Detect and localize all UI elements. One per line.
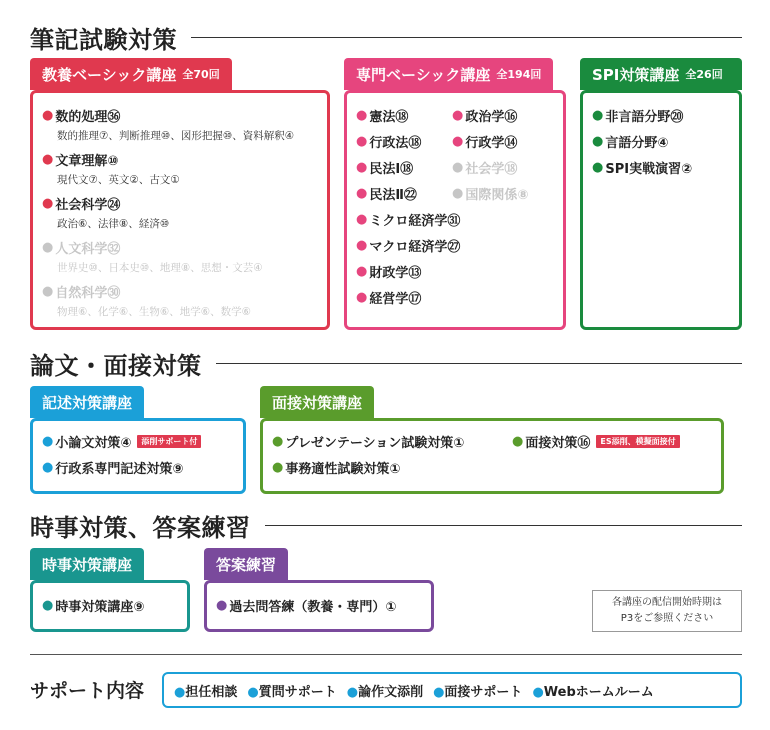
toan-tab[interactable] <box>204 548 288 580</box>
divider <box>265 525 743 526</box>
list-item: ● 数的処理㊱ <box>42 108 121 125</box>
mensetsu-title: 面接対策講座 <box>272 393 363 412</box>
section-essay-header <box>30 346 742 380</box>
jiji-tab[interactable] <box>30 548 144 580</box>
bullet-icon: ● <box>452 160 464 175</box>
bullet-icon: ● <box>272 434 284 449</box>
list-item-inactive: ● 自然科学㉚ <box>42 284 121 301</box>
mensetsu-tab[interactable] <box>260 386 374 418</box>
list-item: ● SPI実戦演習② <box>592 160 693 177</box>
bullet-icon: ● <box>216 598 228 613</box>
list-item: ● 民法Ⅰ⑱ <box>356 160 414 177</box>
bullet-icon: ● <box>356 212 368 227</box>
support-item[interactable]: ●Webホームルーム <box>532 684 654 700</box>
spi-box <box>580 90 742 330</box>
kyoyo-tab[interactable] <box>30 58 232 90</box>
list-item: ● 社会科学㉔ <box>42 196 121 213</box>
support-item[interactable]: ●担任相談 <box>174 684 238 700</box>
bullet-icon: ● <box>42 598 54 613</box>
bullet-icon: ● <box>356 134 368 149</box>
spi-title: SPI対策講座 <box>592 65 680 84</box>
list-item: ● 民法Ⅱ㉒ <box>356 186 417 203</box>
list-item-sub: 現代文⑦、英文②、古文① <box>57 174 180 186</box>
bullet-icon: ● <box>174 684 186 700</box>
list-item: ● マクロ経済学㉗ <box>356 238 461 255</box>
list-item-sub: 物理⑥、化学⑥、生物⑥、地学⑥、数学⑥ <box>57 306 252 318</box>
list-item: ● 行政法⑱ <box>356 134 422 151</box>
bullet-icon: ● <box>433 684 445 700</box>
list-item: ● 経営学⑰ <box>356 290 422 307</box>
list-item-sub: 政治⑥、法律⑧、経済⑩ <box>57 218 170 230</box>
bullet-icon: ● <box>592 108 604 123</box>
bullet-icon: ● <box>42 460 54 475</box>
bullet-icon: ● <box>42 284 54 299</box>
note-line: 各講座の配信開始時期は <box>612 597 722 608</box>
delivery-note <box>592 590 742 632</box>
section-current-header <box>30 508 742 542</box>
list-item: ● 事務適性試験対策① <box>272 460 401 477</box>
list-item: ● ミクロ経済学㉛ <box>356 212 461 229</box>
divider <box>30 654 742 655</box>
list-item: ● 憲法⑱ <box>356 108 409 125</box>
list-item: ● 行政系専門記述対策⑨ <box>42 460 184 477</box>
mensetsu-box <box>260 418 724 494</box>
bullet-icon: ● <box>42 240 54 255</box>
divider <box>191 37 742 38</box>
list-item: ● 小論文対策④ 添削サポート付 <box>42 432 201 451</box>
bullet-icon: ● <box>42 108 54 123</box>
support-badge: ES添削、模擬面接付 <box>596 435 679 448</box>
bullet-icon: ● <box>356 186 368 201</box>
kyoyo-total: 全70回 <box>182 68 220 81</box>
bullet-icon: ● <box>592 134 604 149</box>
section-title: 筆記試験対策 <box>30 25 177 54</box>
list-item: ● 政治学⑯ <box>452 108 518 125</box>
kijutsu-title: 記述対策講座 <box>42 393 133 412</box>
jiji-title: 時事対策講座 <box>42 555 133 574</box>
bullet-icon: ● <box>452 186 464 201</box>
bullet-icon: ● <box>452 108 464 123</box>
section-title: 論文・面接対策 <box>30 351 202 380</box>
divider <box>216 363 743 364</box>
bullet-icon: ● <box>346 684 359 700</box>
bullet-icon: ● <box>532 684 544 700</box>
support-title: サポート内容 <box>30 680 145 702</box>
list-item-inactive: ● 社会学⑱ <box>452 160 518 177</box>
support-item[interactable]: ●論作文添削 <box>346 684 424 700</box>
kyoyo-title: 教養ベーシック講座 <box>42 65 177 84</box>
list-item: ● 行政学⑭ <box>452 134 518 151</box>
bullet-icon: ● <box>452 134 464 149</box>
bullet-icon: ● <box>42 434 54 449</box>
list-item-inactive: ● 人文科学㉜ <box>42 240 121 257</box>
support-badge: 添削サポート付 <box>137 435 201 448</box>
section-title: 時事対策、答案練習 <box>30 513 251 542</box>
support-item[interactable]: ●面接サポート <box>433 684 523 700</box>
list-item: ● 文章理解⑩ <box>42 152 119 169</box>
bullet-icon: ● <box>272 460 284 475</box>
bullet-icon: ● <box>512 434 524 449</box>
spi-tab[interactable] <box>580 58 742 90</box>
support-item[interactable]: ●質問サポート <box>247 684 337 700</box>
list-item: ● 面接対策⑯ ES添削、模擬面接付 <box>512 432 680 451</box>
list-item: ● 過去問答練（教養・専門）① <box>216 598 397 615</box>
toan-title: 答案練習 <box>216 555 277 574</box>
list-item-sub: 世界史⑩、日本史⑩、地理⑧、思想・文芸④ <box>57 262 263 274</box>
kijutsu-tab[interactable] <box>30 386 144 418</box>
spi-total: 全26回 <box>685 68 723 81</box>
bullet-icon: ● <box>592 160 604 175</box>
bullet-icon: ● <box>356 160 368 175</box>
section-written-header <box>30 20 742 54</box>
support-box <box>162 672 742 708</box>
list-item: ● プレゼンテーション試験対策① <box>272 434 465 451</box>
kijutsu-box <box>30 418 246 494</box>
bullet-icon: ● <box>42 196 54 211</box>
list-item: ● 財政学⑬ <box>356 264 422 281</box>
bullet-icon: ● <box>356 290 368 305</box>
bullet-icon: ● <box>356 264 368 279</box>
note-line: P3をご参照ください <box>620 613 714 624</box>
bullet-icon: ● <box>247 684 259 700</box>
senmon-total: 全194回 <box>496 68 542 81</box>
bullet-icon: ● <box>356 238 368 253</box>
list-item: ● 非言語分野⑳ <box>592 108 684 125</box>
bullet-icon: ● <box>356 108 368 123</box>
senmon-tab[interactable] <box>344 58 553 90</box>
list-item-sub: 数的推理⑦、判断推理⑩、図形把握⑩、資料解釈④ <box>57 130 295 142</box>
list-item-inactive: ● 国際関係⑧ <box>452 186 529 203</box>
bullet-icon: ● <box>42 152 54 167</box>
senmon-title: 専門ベーシック講座 <box>356 65 491 84</box>
list-item: ● 時事対策講座⑨ <box>42 598 145 615</box>
list-item: ● 言語分野④ <box>592 134 669 151</box>
